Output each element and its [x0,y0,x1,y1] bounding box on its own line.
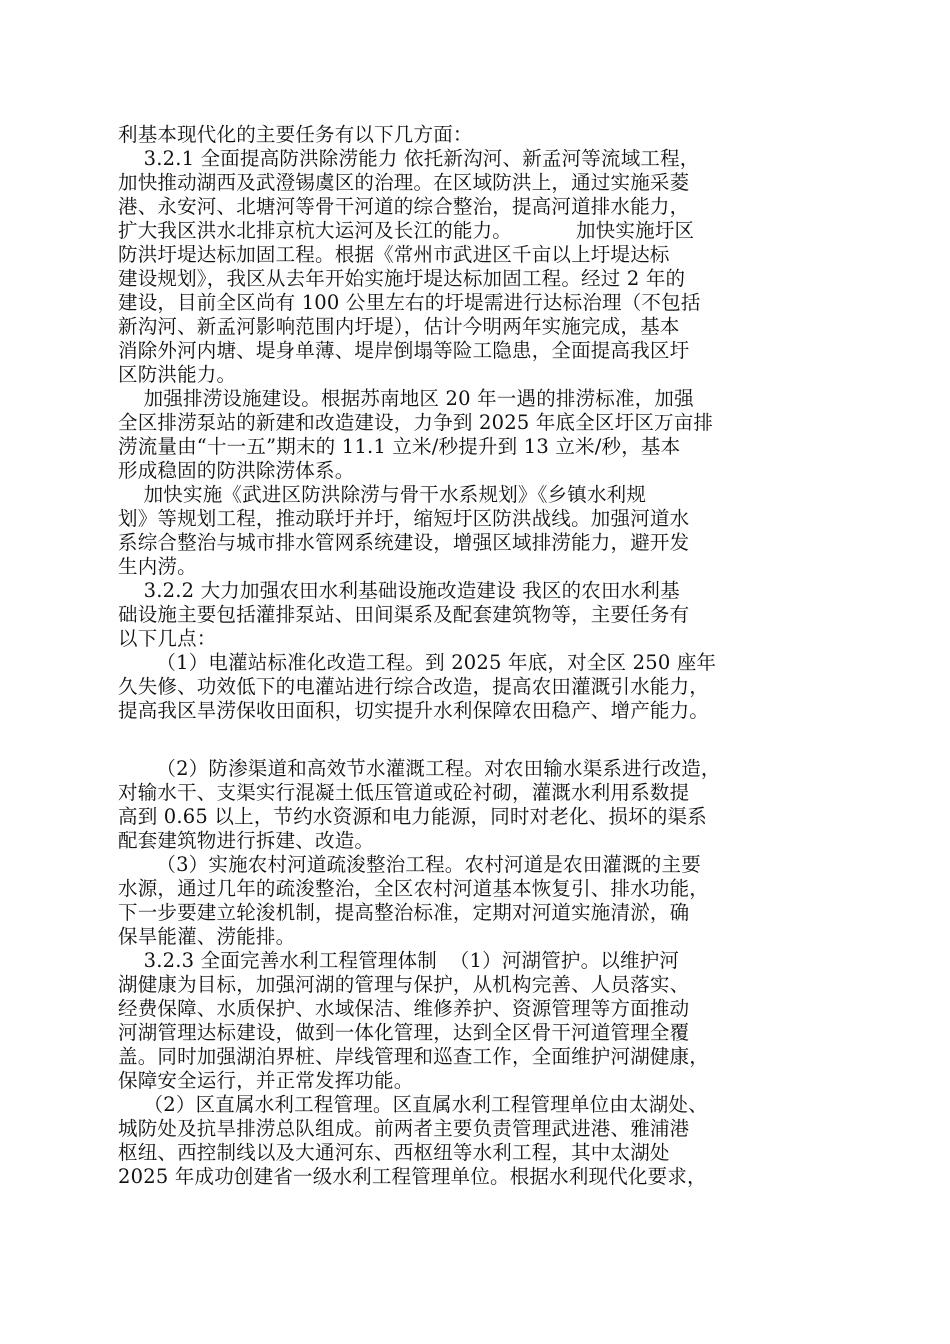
text-line: 配套建筑物进行拆建、改造。 [118,829,375,852]
text-line: 3.2.2 大力加强农田水利基础设施改造建设 我区的农田水利基 [118,579,680,602]
text-line: （2）区直属水利工程管理。区直属水利工程管理单位由太湖处、 [118,1093,708,1116]
text-line: 河湖管理达标建设，做到一体化管理，达到全区骨干河道管理全覆 [118,1021,690,1044]
text-line: 加快实施《武进区防洪除涝与骨干水系规划》《乡镇水利规 [118,483,647,506]
text-line: 新沟河、新孟河影响范围内圩堤），估计今明两年实施完成，基本 [118,315,680,338]
text-line: 保障安全运行，并正常发挥功能。 [118,1069,414,1092]
text-line: 对输水干、支渠实行混凝土低压管道或砼衬砌，灌溉水利用系数提 [118,781,690,804]
text-line: 港、永安河、北塘河等骨干河道的综合整治，提高河道排水能力， [118,195,690,218]
text-line: 枢纽、西控制线以及大通河东、西枢纽等水利工程，其中太湖处 [118,1141,670,1164]
text-line: 划》等规划工程，推动联圩并圩，缩短圩区防洪战线。加强河道水 [118,507,690,530]
text-line: 提高我区旱涝保收田面积，切实提升水利保障农田稳产、增产能力。 [118,699,710,722]
text-line: （3）实施农村河道疏浚整治工程。农村河道是农田灌溉的主要 [118,853,701,876]
text-line: 3.2.3 全面完善水利工程管理体制 （1）河湖管护。以维护河 [118,949,680,972]
text-line: 涝流量由“十一五”期末的 11.1 立米/秒提升到 13 立米/秒，基本 [118,435,681,458]
text-line: 扩大我区洪水北排京杭大运河及长江的能力。 加快实施圩区 [118,219,695,242]
text-line: 2025 年成功创建省一级水利工程管理单位。根据水利现代化要求， [118,1165,707,1188]
text-line: 加快推动湖西及武澄锡虞区的治理。在区域防洪上，通过实施采菱 [118,171,690,194]
text-line: 建设规划》，我区从去年开始实施圩堤达标加固工程。经过 2 年的 [118,267,686,290]
text-line: （2）防渗渠道和高效节水灌溉工程。对农田输水渠系进行改造， [118,757,721,780]
text-line: （1）电灌站标准化改造工程。到 2025 年底，对全区 250 座年 [118,651,717,674]
text-line: 3.2.1 全面提高防洪除涝能力 依托新沟河、新孟河等流域工程， [118,147,700,170]
text-line: 础设施主要包括灌排泵站、田间渠系及配套建筑物等，主要任务有 [118,603,690,626]
text-line: 经费保障、水质保护、水域保洁、维修养护、资源管理等方面推动 [118,997,690,1020]
text-line: 城防处及抗旱排涝总队组成。前两者主要负责管理武进港、雅浦港 [118,1117,690,1140]
text-line: 湖健康为目标，加强河湖的管理与保护，从机构完善、人员落实、 [118,973,690,996]
text-line: 以下几点： [118,627,217,650]
text-line: 利基本现代化的主要任务有以下几方面： [118,123,473,146]
text-line: 系综合整治与城市排水管网系统建设，增强区域排涝能力，避开发 [118,531,690,554]
text-line: 全区排涝泵站的新建和改造建设，力争到 2025 年底全区圩区万亩排 [118,411,714,434]
text-line: 形成稳固的防洪除涝体系。 [118,459,355,482]
text-line: 生内涝。 [118,555,197,578]
text-line: 区防洪能力。 [118,363,237,386]
text-line: 防洪圩堤达标加固工程。根据《常州市武进区千亩以上圩堤达标 [118,243,670,266]
text-line: 久失修、功效低下的电灌站进行综合改造，提高农田灌溉引水能力， [118,675,710,698]
text-line: 消除外河内塘、堤身单薄、堤岸倒塌等险工隐患，全面提高我区圩 [118,339,690,362]
text-line: 盖。同时加强湖泊界桩、岸线管理和巡查工作，全面维护河湖健康， [118,1045,710,1068]
text-line: 保旱能灌、涝能排。 [118,925,296,948]
text-line: 水源，通过几年的疏浚整治，全区农村河道基本恢复引、排水功能， [118,877,710,900]
text-line: 建设，目前全区尚有 100 公里左右的圩堤需进行达标治理（不包括 [118,291,701,314]
text-line: 加强排涝设施建设。根据苏南地区 20 年一遇的排涝标准，加强 [118,387,694,410]
text-line: 下一步要建立轮浚机制，提高整治标准，定期对河道实施清淤，确 [118,901,690,924]
text-line: 高到 0.65 以上，节约水资源和电力能源，同时对老化、损坏的渠系 [118,805,707,828]
